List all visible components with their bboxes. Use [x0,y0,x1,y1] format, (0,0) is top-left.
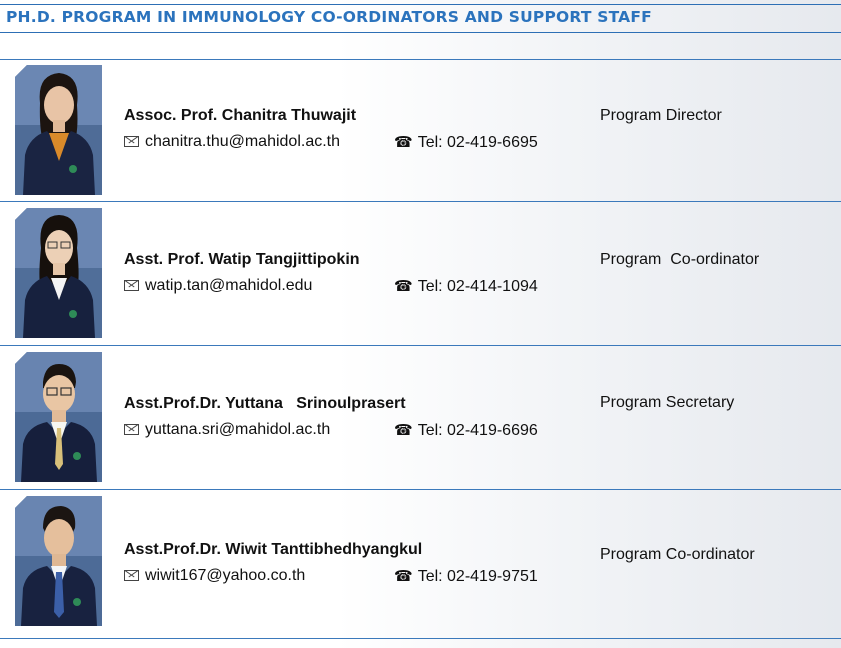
staff-photo [15,65,102,195]
staff-phone [394,567,538,586]
staff-photo [15,352,102,482]
divider [0,201,841,202]
staff-role: Program Co-ordinator [600,251,760,268]
staff-email[interactable] [124,421,330,439]
envelope-icon [124,570,139,581]
staff-phone [394,277,538,296]
staff-email[interactable] [124,277,312,295]
divider [0,638,841,639]
email-text[interactable]: watip.tan@mahidol.edu [145,277,313,294]
email-text[interactable]: chanitra.thu@mahidol.ac.th [145,133,341,150]
title-rule [0,32,841,33]
phone-text: Tel: 02-419-6695 [417,134,538,151]
phone-text: Tel: 02-419-6696 [417,422,538,439]
staff-role: Program Director [600,107,722,124]
staff-role: Program Co-ordinator [600,546,755,563]
telephone-icon: ☎ [394,421,413,439]
telephone-icon: ☎ [394,277,413,295]
divider [0,489,841,490]
envelope-icon [124,424,139,435]
email-text[interactable]: yuttana.sri@mahidol.ac.th [145,421,331,438]
staff-phone [394,421,538,440]
staff-name: Asst.Prof.Dr. Yuttana Srinoulprasert [124,395,406,412]
email-text[interactable]: wiwit167@yahoo.co.th [145,567,306,584]
staff-role: Program Secretary [600,394,735,411]
envelope-icon [124,280,139,291]
top-rule [0,4,841,5]
phone-text: Tel: 02-414-1094 [417,278,538,295]
staff-name: Asst. Prof. Watip Tangjittipokin [124,251,360,268]
divider [0,59,841,60]
staff-email[interactable] [124,567,305,585]
telephone-icon: ☎ [394,567,413,585]
staff-photo [15,208,102,338]
staff-photo [15,496,102,626]
divider [0,345,841,346]
page-title: PH.D. PROGRAM IN IMMUNOLOGY CO-ORDINATORS AND SUPPORT STAFF [6,8,652,26]
staff-email[interactable] [124,133,340,151]
staff-phone [394,133,538,152]
phone-text: Tel: 02-419-9751 [417,568,538,585]
envelope-icon [124,136,139,147]
telephone-icon: ☎ [394,133,413,151]
staff-name: Asst.Prof.Dr. Wiwit Tanttibhedhyangkul [124,541,423,558]
staff-name: Assoc. Prof. Chanitra Thuwajit [124,107,357,124]
